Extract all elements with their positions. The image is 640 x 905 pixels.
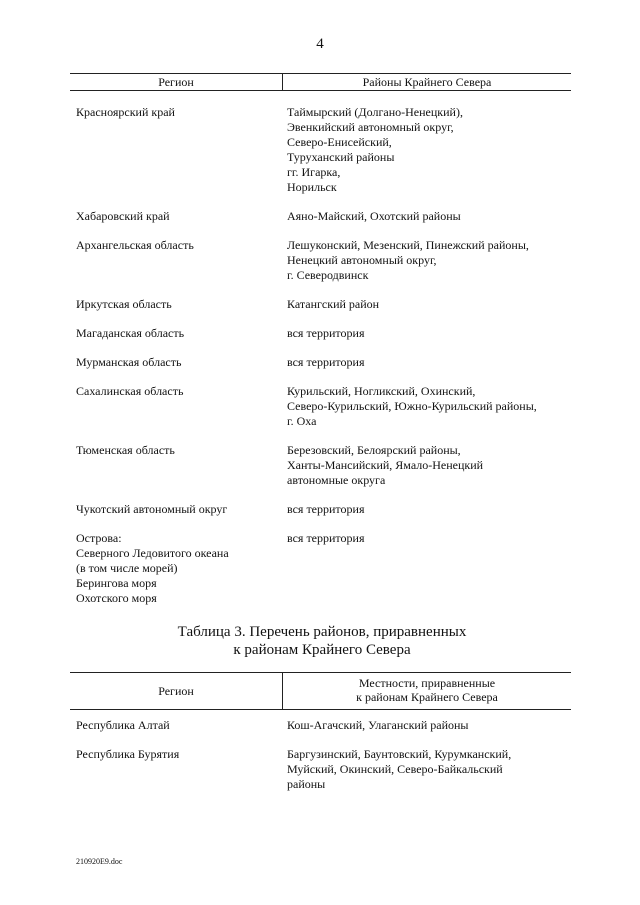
table3-body: [76, 718, 576, 806]
districts-cell: [287, 747, 576, 792]
districts-line: Эвенкийский автономный округ,: [287, 120, 454, 134]
districts-cell: [287, 355, 576, 370]
region-cell: [76, 718, 287, 733]
districts-line: вся территория: [287, 531, 365, 545]
table-row: [76, 531, 576, 606]
table-row: [76, 384, 576, 429]
districts-cell: [287, 297, 576, 312]
region-cell: [76, 502, 287, 517]
region-cell: [76, 355, 287, 370]
districts-line: Северо-Курильский, Южно-Курильский районы,: [287, 399, 537, 413]
region-line: Хабаровский край: [76, 209, 170, 223]
table3-title-line: Таблица 3. Перечень районов, приравненных: [177, 624, 467, 640]
districts-line: Муйский, Окинский, Северо-Байкальский: [287, 762, 503, 776]
table-row: [76, 718, 576, 733]
districts-line: Ненецкий автономный округ,: [287, 253, 437, 267]
table-row: [76, 443, 576, 488]
table-row: [76, 326, 576, 341]
footer-doc-code: 210920E9.doc: [76, 857, 123, 866]
table3-header-line: к районам Крайнего Севера: [356, 690, 498, 704]
region-cell: [76, 384, 287, 429]
region-cell: [76, 443, 287, 488]
districts-line: Лешуконский, Мезенский, Пинежский районы,: [287, 238, 529, 252]
table1-header: [70, 73, 571, 91]
region-cell: [76, 238, 287, 283]
districts-line: гг. Игарка,: [287, 165, 341, 179]
districts-cell: [287, 209, 576, 224]
region-line: Мурманская область: [76, 355, 182, 369]
region-line: Иркутская область: [76, 297, 172, 311]
table3-header: [70, 672, 571, 710]
table1-header-districts: Районы Крайнего Севера: [362, 75, 492, 89]
region-cell: [76, 209, 287, 224]
districts-cell: [287, 502, 576, 517]
region-line: Северного Ледовитого океана: [76, 546, 229, 560]
districts-line: Березовский, Белоярский районы,: [287, 443, 461, 457]
region-line: Республика Бурятия: [76, 747, 180, 761]
table1-header-region: Регион: [70, 74, 283, 90]
table-row: [76, 747, 576, 792]
districts-cell: [287, 238, 576, 283]
region-line: Красноярский край: [76, 105, 175, 119]
districts-line: Ханты-Мансийский, Ямало-Ненецкий: [287, 458, 484, 472]
region-line: (в том числе морей): [76, 561, 178, 575]
districts-cell: [287, 105, 576, 195]
districts-cell: [287, 443, 576, 488]
region-line: Берингова моря: [76, 576, 157, 590]
districts-line: Норильск: [287, 180, 337, 194]
region-line: Сахалинская область: [76, 384, 184, 398]
table-row: [76, 297, 576, 312]
districts-line: Таймырский (Долгано-Ненецкий),: [287, 105, 463, 119]
districts-cell: [287, 718, 576, 733]
region-line: Архангельская область: [76, 238, 194, 252]
table1-body: [76, 105, 576, 620]
districts-line: Катангский район: [287, 297, 380, 311]
region-cell: [76, 747, 287, 792]
districts-line: Курильский, Ногликский, Охинский,: [287, 384, 476, 398]
districts-line: Аяно-Майский, Охотский районы: [287, 209, 461, 223]
table3-title-line: к районам Крайнего Севера: [233, 642, 411, 658]
districts-line: Туруханский районы: [287, 150, 395, 164]
table3-title: [0, 623, 640, 659]
region-cell: [76, 105, 287, 195]
districts-line: Баргузинский, Баунтовский, Курумканский,: [287, 747, 512, 761]
table3-header-region: Регион: [70, 673, 283, 709]
table3-header-districts: [283, 673, 571, 709]
region-cell: [76, 326, 287, 341]
region-line: Республика Алтай: [76, 718, 170, 732]
page-number: 4: [316, 36, 324, 52]
districts-line: г. Северодвинск: [287, 268, 369, 282]
region-line: Охотского моря: [76, 591, 157, 605]
districts-line: г. Оха: [287, 414, 317, 428]
table-row: [76, 238, 576, 283]
table3-header-line: Местности, приравненные: [358, 676, 496, 690]
table-row: [76, 502, 576, 517]
districts-cell: [287, 384, 576, 429]
districts-cell: [287, 531, 576, 606]
table-row: [76, 209, 576, 224]
region-cell: [76, 297, 287, 312]
table-row: [76, 105, 576, 195]
districts-line: районы: [287, 777, 326, 791]
districts-line: автономные округа: [287, 473, 386, 487]
districts-cell: [287, 326, 576, 341]
table-row: [76, 355, 576, 370]
region-line: Чукотский автономный округ: [76, 502, 228, 516]
districts-line: вся территория: [287, 326, 365, 340]
region-line: Тюменская область: [76, 443, 175, 457]
districts-line: Кош-Агачский, Улаганский районы: [287, 718, 469, 732]
region-cell: [76, 531, 287, 606]
districts-line: вся территория: [287, 355, 365, 369]
districts-line: вся территория: [287, 502, 365, 516]
districts-line: Северо-Енисейский,: [287, 135, 392, 149]
region-line: Острова:: [76, 531, 122, 545]
region-line: Магаданская область: [76, 326, 185, 340]
